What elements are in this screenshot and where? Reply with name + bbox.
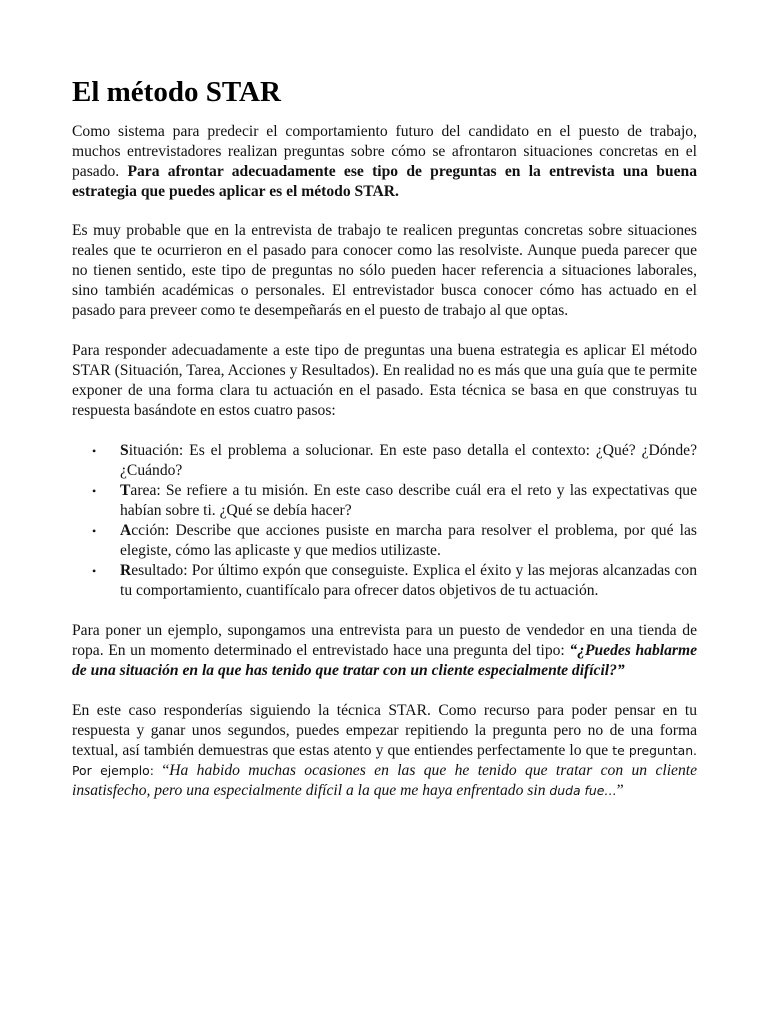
bullet-icon: • (92, 564, 97, 578)
answer-open-quote: “ (162, 762, 170, 779)
intro-text: Como sistema para predecir el comportamiento futuro del candidato en el puesto de trabajo, muchos entrevistadores realizan preguntas sobre cómo se afrontaron situaciones concretas en el pasado. (72, 123, 697, 180)
step-initial: R (120, 562, 132, 579)
answer-sans-text: te preguntan. Por ejemplo: (72, 743, 697, 778)
list-item-accion (92, 521, 697, 561)
answer-italic-quote: Ha habido muchas ocasiones en las que he tenido que tratar con un cliente insatisfecho, pero una especialmente difícil a la que me haya enfrentado sin (72, 762, 697, 799)
step-text: esultado: Por último expón que conseguiste. Explica el éxito y las mejoras alcanzadas con tu comportamiento, cuantifícalo para ofrecer datos objetivos de tu actuación. (120, 562, 697, 599)
context-paragraph: Es muy probable que en la entrevista de trabajo te realicen preguntas concretas sobre situaciones reales que te ocurrieron en el pasado para conocer como las resolviste. Aunque pueda parecer que no tienen sentido, este tipo de preguntas no sólo pueden hacer referencia a situaciones laborales, sino también académicas o personales. El entrevistador busca conocer cómo has actuado en el pasado para preveer como te desempeñarás en el puesto de trabajo al que optas. (72, 222, 697, 319)
method-paragraph: Para responder adecuadamente a este tipo de preguntas una buena estrategia es aplicar El método STAR (Situación, Tarea, Acciones y Resultados). En realidad no es más que una guía que te permite exponer de una forma clara tu actuación en el pasado. Esta técnica se basa en que construyas tu respuesta basándote en estos cuatro pasos: (72, 342, 697, 419)
step-initial: T (120, 482, 131, 499)
example-text: Para poner un ejemplo, supongamos una entrevista para un puesto de vendedor en una tienda de ropa. En un momento determinado el entrevistado hace una pregunta del tipo: (72, 622, 697, 659)
example-question-quote: “¿Puedes hablarme de una situación en la que has tenido que tratar con un cliente especialmente difícil?” (72, 642, 697, 679)
answer-sans-italic-quote: duda fue… (549, 783, 617, 798)
step-text: cción: Describe que acciones pusiste en marcha para resolver el problema, por qué las elegiste, cómo las aplicaste y que medios utilizaste. (120, 522, 697, 559)
list-item-resultado (92, 561, 697, 601)
intro-paragraph (72, 122, 697, 202)
step-initial: A (120, 522, 132, 539)
list-item-tarea (92, 481, 697, 521)
bullet-icon: • (92, 444, 97, 458)
answer-text: En este caso responderías siguiendo la técnica STAR. Como recurso para poder pensar en tu respuesta y ganar unos segundos, puedes empezar repitiendo la pregunta pero no de una forma textual, así también demuestras que estas atento y que entiendes perfectamente lo que (72, 702, 697, 759)
step-initial: S (120, 442, 129, 459)
star-steps-list (72, 441, 697, 601)
document-page (72, 70, 697, 821)
bullet-icon: • (92, 484, 97, 498)
answer-close-quote: ” (616, 782, 624, 799)
step-text: ituación: Es el problema a solucionar. En este paso detalla el contexto: ¿Qué? ¿Dónde? ¿Cuándo? (120, 442, 697, 479)
answer-paragraph (72, 701, 697, 801)
bullet-icon: • (92, 524, 97, 538)
page-title: El método STAR (72, 76, 281, 108)
list-item-situacion (92, 441, 697, 481)
example-paragraph (72, 621, 697, 681)
step-text: area: Se refiere a tu misión. En este caso describe cuál era el reto y las expectativas que habían sobre ti. ¿Qué se debía hacer? (120, 482, 697, 519)
intro-bold-text: Para afrontar adecuadamente ese tipo de preguntas en la entrevista una buena estrategia que puedes aplicar es el método STAR. (72, 163, 697, 200)
